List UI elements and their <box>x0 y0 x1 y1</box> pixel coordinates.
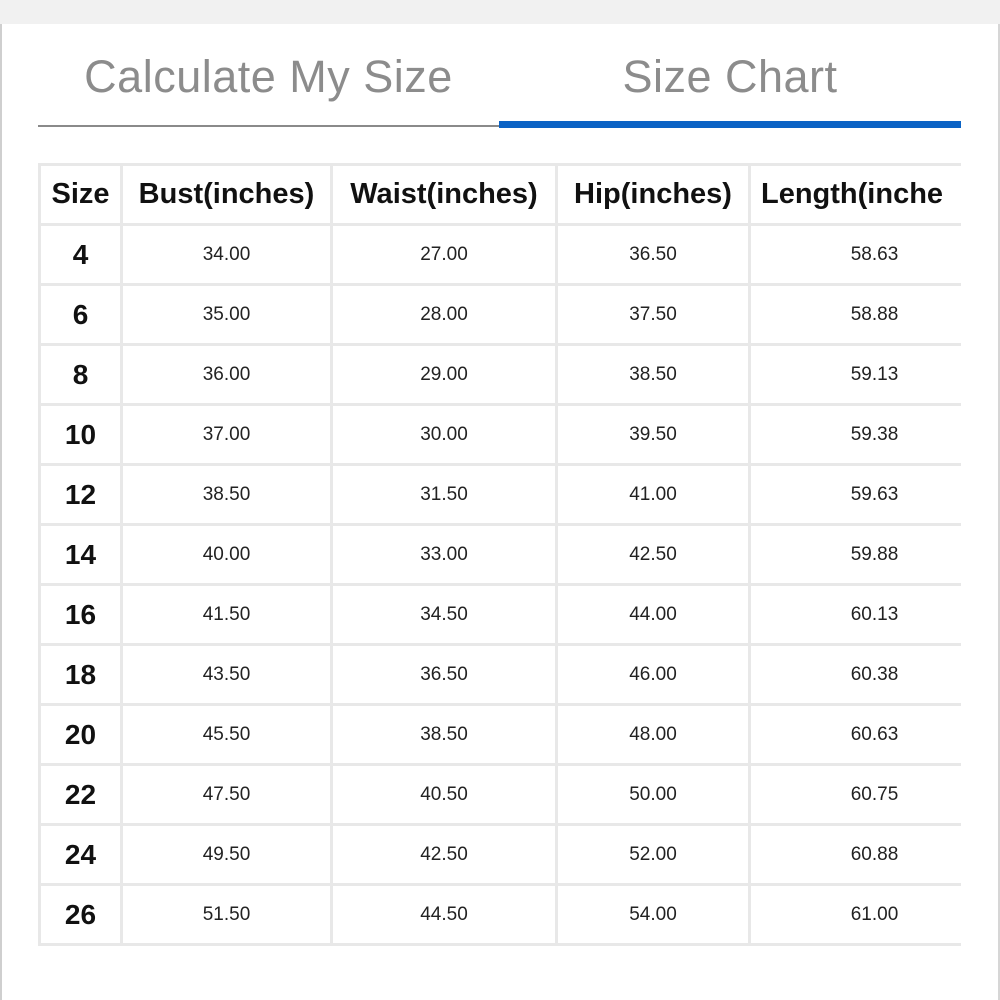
table-header-row <box>40 165 962 225</box>
size-cell: 12 <box>40 465 122 525</box>
bust-cell: 40.00 <box>122 525 332 585</box>
waist-cell: 34.50 <box>332 585 557 645</box>
bust-cell: 47.50 <box>122 765 332 825</box>
table-row <box>40 765 962 825</box>
table-row <box>40 885 962 945</box>
waist-cell: 38.50 <box>332 705 557 765</box>
length-cell: 58.63 <box>750 225 962 285</box>
hip-cell: 52.00 <box>557 825 750 885</box>
length-cell: 59.38 <box>750 405 962 465</box>
size-cell: 6 <box>40 285 122 345</box>
size-cell: 22 <box>40 765 122 825</box>
bust-cell: 49.50 <box>122 825 332 885</box>
header-bust: Bust(inches) <box>122 165 332 225</box>
header-size: Size <box>40 165 122 225</box>
bust-cell: 41.50 <box>122 585 332 645</box>
size-chart-table <box>38 163 961 946</box>
table-row <box>40 465 962 525</box>
size-chart-table-container[interactable] <box>38 163 961 946</box>
table-row <box>40 345 962 405</box>
header-hip: Hip(inches) <box>557 165 750 225</box>
waist-cell: 27.00 <box>332 225 557 285</box>
bust-cell: 36.00 <box>122 345 332 405</box>
tab-bar <box>38 24 961 130</box>
table-body <box>40 225 962 945</box>
bust-cell: 51.50 <box>122 885 332 945</box>
hip-cell: 37.50 <box>557 285 750 345</box>
hip-cell: 41.00 <box>557 465 750 525</box>
hip-cell: 46.00 <box>557 645 750 705</box>
length-cell: 60.75 <box>750 765 962 825</box>
bust-cell: 38.50 <box>122 465 332 525</box>
waist-cell: 40.50 <box>332 765 557 825</box>
table-row <box>40 645 962 705</box>
table-row <box>40 585 962 645</box>
hip-cell: 48.00 <box>557 705 750 765</box>
table-row <box>40 225 962 285</box>
waist-cell: 36.50 <box>332 645 557 705</box>
bust-cell: 35.00 <box>122 285 332 345</box>
length-cell: 60.13 <box>750 585 962 645</box>
waist-cell: 33.00 <box>332 525 557 585</box>
length-cell: 60.88 <box>750 825 962 885</box>
waist-cell: 44.50 <box>332 885 557 945</box>
table-row <box>40 405 962 465</box>
length-cell: 59.88 <box>750 525 962 585</box>
tab-calculate-my-size[interactable]: Calculate My Size <box>84 51 453 102</box>
size-cell: 18 <box>40 645 122 705</box>
size-cell: 10 <box>40 405 122 465</box>
table-row <box>40 705 962 765</box>
bust-cell: 37.00 <box>122 405 332 465</box>
table-row <box>40 825 962 885</box>
header-waist: Waist(inches) <box>332 165 557 225</box>
hip-cell: 44.00 <box>557 585 750 645</box>
waist-cell: 31.50 <box>332 465 557 525</box>
length-cell: 60.38 <box>750 645 962 705</box>
bust-cell: 43.50 <box>122 645 332 705</box>
waist-cell: 42.50 <box>332 825 557 885</box>
length-cell: 58.88 <box>750 285 962 345</box>
waist-cell: 30.00 <box>332 405 557 465</box>
size-cell: 4 <box>40 225 122 285</box>
size-cell: 14 <box>40 525 122 585</box>
hip-cell: 38.50 <box>557 345 750 405</box>
hip-cell: 36.50 <box>557 225 750 285</box>
size-cell: 16 <box>40 585 122 645</box>
size-cell: 24 <box>40 825 122 885</box>
hip-cell: 50.00 <box>557 765 750 825</box>
waist-cell: 29.00 <box>332 345 557 405</box>
hip-cell: 54.00 <box>557 885 750 945</box>
tab-underline-active <box>499 121 961 128</box>
table-row <box>40 525 962 585</box>
header-length: Length(inche <box>750 165 962 225</box>
length-cell: 60.63 <box>750 705 962 765</box>
hip-cell: 39.50 <box>557 405 750 465</box>
bust-cell: 45.50 <box>122 705 332 765</box>
size-cell: 26 <box>40 885 122 945</box>
top-bar <box>0 0 1000 24</box>
table-row <box>40 285 962 345</box>
tab-underline-inactive <box>38 125 499 127</box>
bust-cell: 34.00 <box>122 225 332 285</box>
length-cell: 59.13 <box>750 345 962 405</box>
panel-left-border <box>0 24 2 1000</box>
waist-cell: 28.00 <box>332 285 557 345</box>
tab-size-chart[interactable]: Size Chart <box>622 51 838 102</box>
length-cell: 61.00 <box>750 885 962 945</box>
hip-cell: 42.50 <box>557 525 750 585</box>
size-cell: 8 <box>40 345 122 405</box>
length-cell: 59.63 <box>750 465 962 525</box>
size-cell: 20 <box>40 705 122 765</box>
